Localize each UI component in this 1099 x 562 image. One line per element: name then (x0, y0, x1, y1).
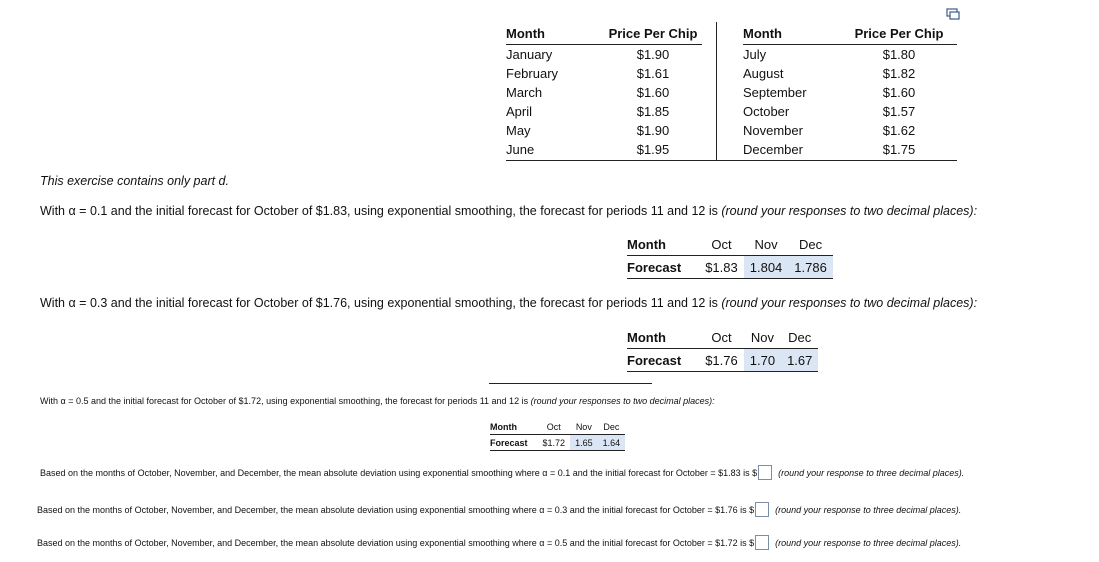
price-cell: $1.80 (882, 47, 916, 62)
mad-text: Based on the months of October, November, and December, the mean absolute deviation using exponential smoothing where α = 0.1 and the initial forecast for October = $1.83 is $ (40, 467, 758, 478)
forecast-oct: $1.76 (699, 349, 744, 372)
month-cell: March (506, 85, 543, 100)
month-oct: Oct (699, 233, 744, 256)
mad-answer-input[interactable] (755, 502, 769, 517)
month-oct: Oct (699, 326, 744, 349)
forecast-table-alpha-0-3 (627, 326, 818, 372)
divider (489, 383, 652, 384)
forecast-nov-answer[interactable]: 1.70 (744, 349, 781, 372)
month-nov: Nov (744, 326, 781, 349)
forecast-dec-answer[interactable]: 1.67 (781, 349, 818, 372)
forecast-label: Forecast (627, 349, 699, 372)
month-cell: February (506, 66, 559, 81)
month-cell: January (506, 47, 553, 62)
month-cell: September (743, 85, 807, 100)
copy-table-icon[interactable] (946, 8, 960, 20)
month-label: Month (490, 419, 538, 435)
month-cell: June (506, 142, 535, 157)
forecast-label: Forecast (627, 256, 699, 279)
month-nov: Nov (744, 233, 789, 256)
price-cell: $1.61 (636, 66, 670, 81)
question-hint: (round your responses to two decimal places): (530, 396, 715, 406)
month-label: Month (627, 233, 699, 256)
price-table-left (506, 22, 702, 159)
month-cell: December (743, 142, 803, 157)
month-header: Month (743, 22, 841, 45)
mad-hint: (round your response to three decimal places). (775, 537, 962, 548)
price-cell: $1.95 (636, 142, 670, 157)
month-cell: May (506, 123, 531, 138)
price-cell: $1.62 (882, 123, 916, 138)
question-alpha-0-3 (40, 296, 977, 310)
month-cell: April (506, 104, 533, 119)
question-alpha-0-5 (40, 396, 715, 406)
price-cell: $1.85 (636, 104, 670, 119)
question-text: With α = 0.1 and the initial forecast for October of $1.83, using exponential smoothing, the forecast for periods 11 and 12 is (40, 204, 722, 218)
month-label: Month (627, 326, 699, 349)
month-cell: August (743, 66, 784, 81)
price-header: Price Per Chip (604, 22, 702, 45)
month-dec: Dec (598, 419, 626, 435)
mad-question-alpha-0-5 (37, 535, 961, 550)
forecast-dec-answer[interactable]: 1.786 (788, 256, 833, 279)
mad-question-alpha-0-3 (37, 502, 961, 517)
price-cell: $1.60 (636, 85, 670, 100)
price-header: Price Per Chip (841, 22, 957, 45)
price-cell: $1.60 (882, 85, 916, 100)
price-cell: $1.82 (882, 66, 916, 81)
mad-hint: (round your response to three decimal places). (778, 467, 965, 478)
month-dec: Dec (781, 326, 818, 349)
mad-hint: (round your response to three decimal places). (775, 504, 962, 515)
month-cell: October (743, 104, 790, 119)
mad-answer-input[interactable] (758, 465, 772, 480)
month-nov: Nov (570, 419, 598, 435)
price-cell: $1.57 (882, 104, 916, 119)
question-hint: (round your responses to two decimal places): (721, 296, 978, 310)
intro-text: This exercise contains only part d. (40, 174, 229, 188)
month-oct: Oct (538, 419, 571, 435)
forecast-dec-answer[interactable]: 1.64 (598, 435, 626, 451)
question-text: With α = 0.3 and the initial forecast for October of $1.76, using exponential smoothing, the forecast for periods 11 and 12 is (40, 296, 722, 310)
question-text: With α = 0.5 and the initial forecast for October of $1.72, using exponential smoothing, the forecast for periods 11 and 12 is (40, 396, 531, 406)
month-header: Month (506, 22, 604, 45)
price-table-right (743, 22, 957, 159)
price-per-chip-table (506, 22, 957, 161)
month-cell: July (743, 47, 767, 62)
forecast-label: Forecast (490, 435, 538, 451)
mad-text: Based on the months of October, November, and December, the mean absolute deviation using exponential smoothing where α = 0.5 and the initial forecast for October = $1.72 is $ (37, 537, 755, 548)
mad-question-alpha-0-1 (40, 465, 964, 480)
price-cell: $1.90 (636, 123, 670, 138)
question-alpha-0-1 (40, 204, 977, 218)
question-hint: (round your responses to two decimal places): (721, 204, 978, 218)
mad-text: Based on the months of October, November, and December, the mean absolute deviation using exponential smoothing where α = 0.3 and the initial forecast for October = $1.76 is $ (37, 504, 755, 515)
price-cell: $1.90 (636, 47, 670, 62)
forecast-nov-answer[interactable]: 1.804 (744, 256, 789, 279)
forecast-table-alpha-0-5 (490, 419, 625, 451)
mad-answer-input[interactable] (755, 535, 769, 550)
month-cell: November (743, 123, 803, 138)
forecast-oct: $1.83 (699, 256, 744, 279)
price-cell: $1.75 (882, 142, 916, 157)
forecast-table-alpha-0-1 (627, 233, 833, 279)
forecast-oct: $1.72 (538, 435, 571, 451)
forecast-nov-answer[interactable]: 1.65 (570, 435, 598, 451)
table-divider (716, 22, 717, 160)
month-dec: Dec (788, 233, 833, 256)
